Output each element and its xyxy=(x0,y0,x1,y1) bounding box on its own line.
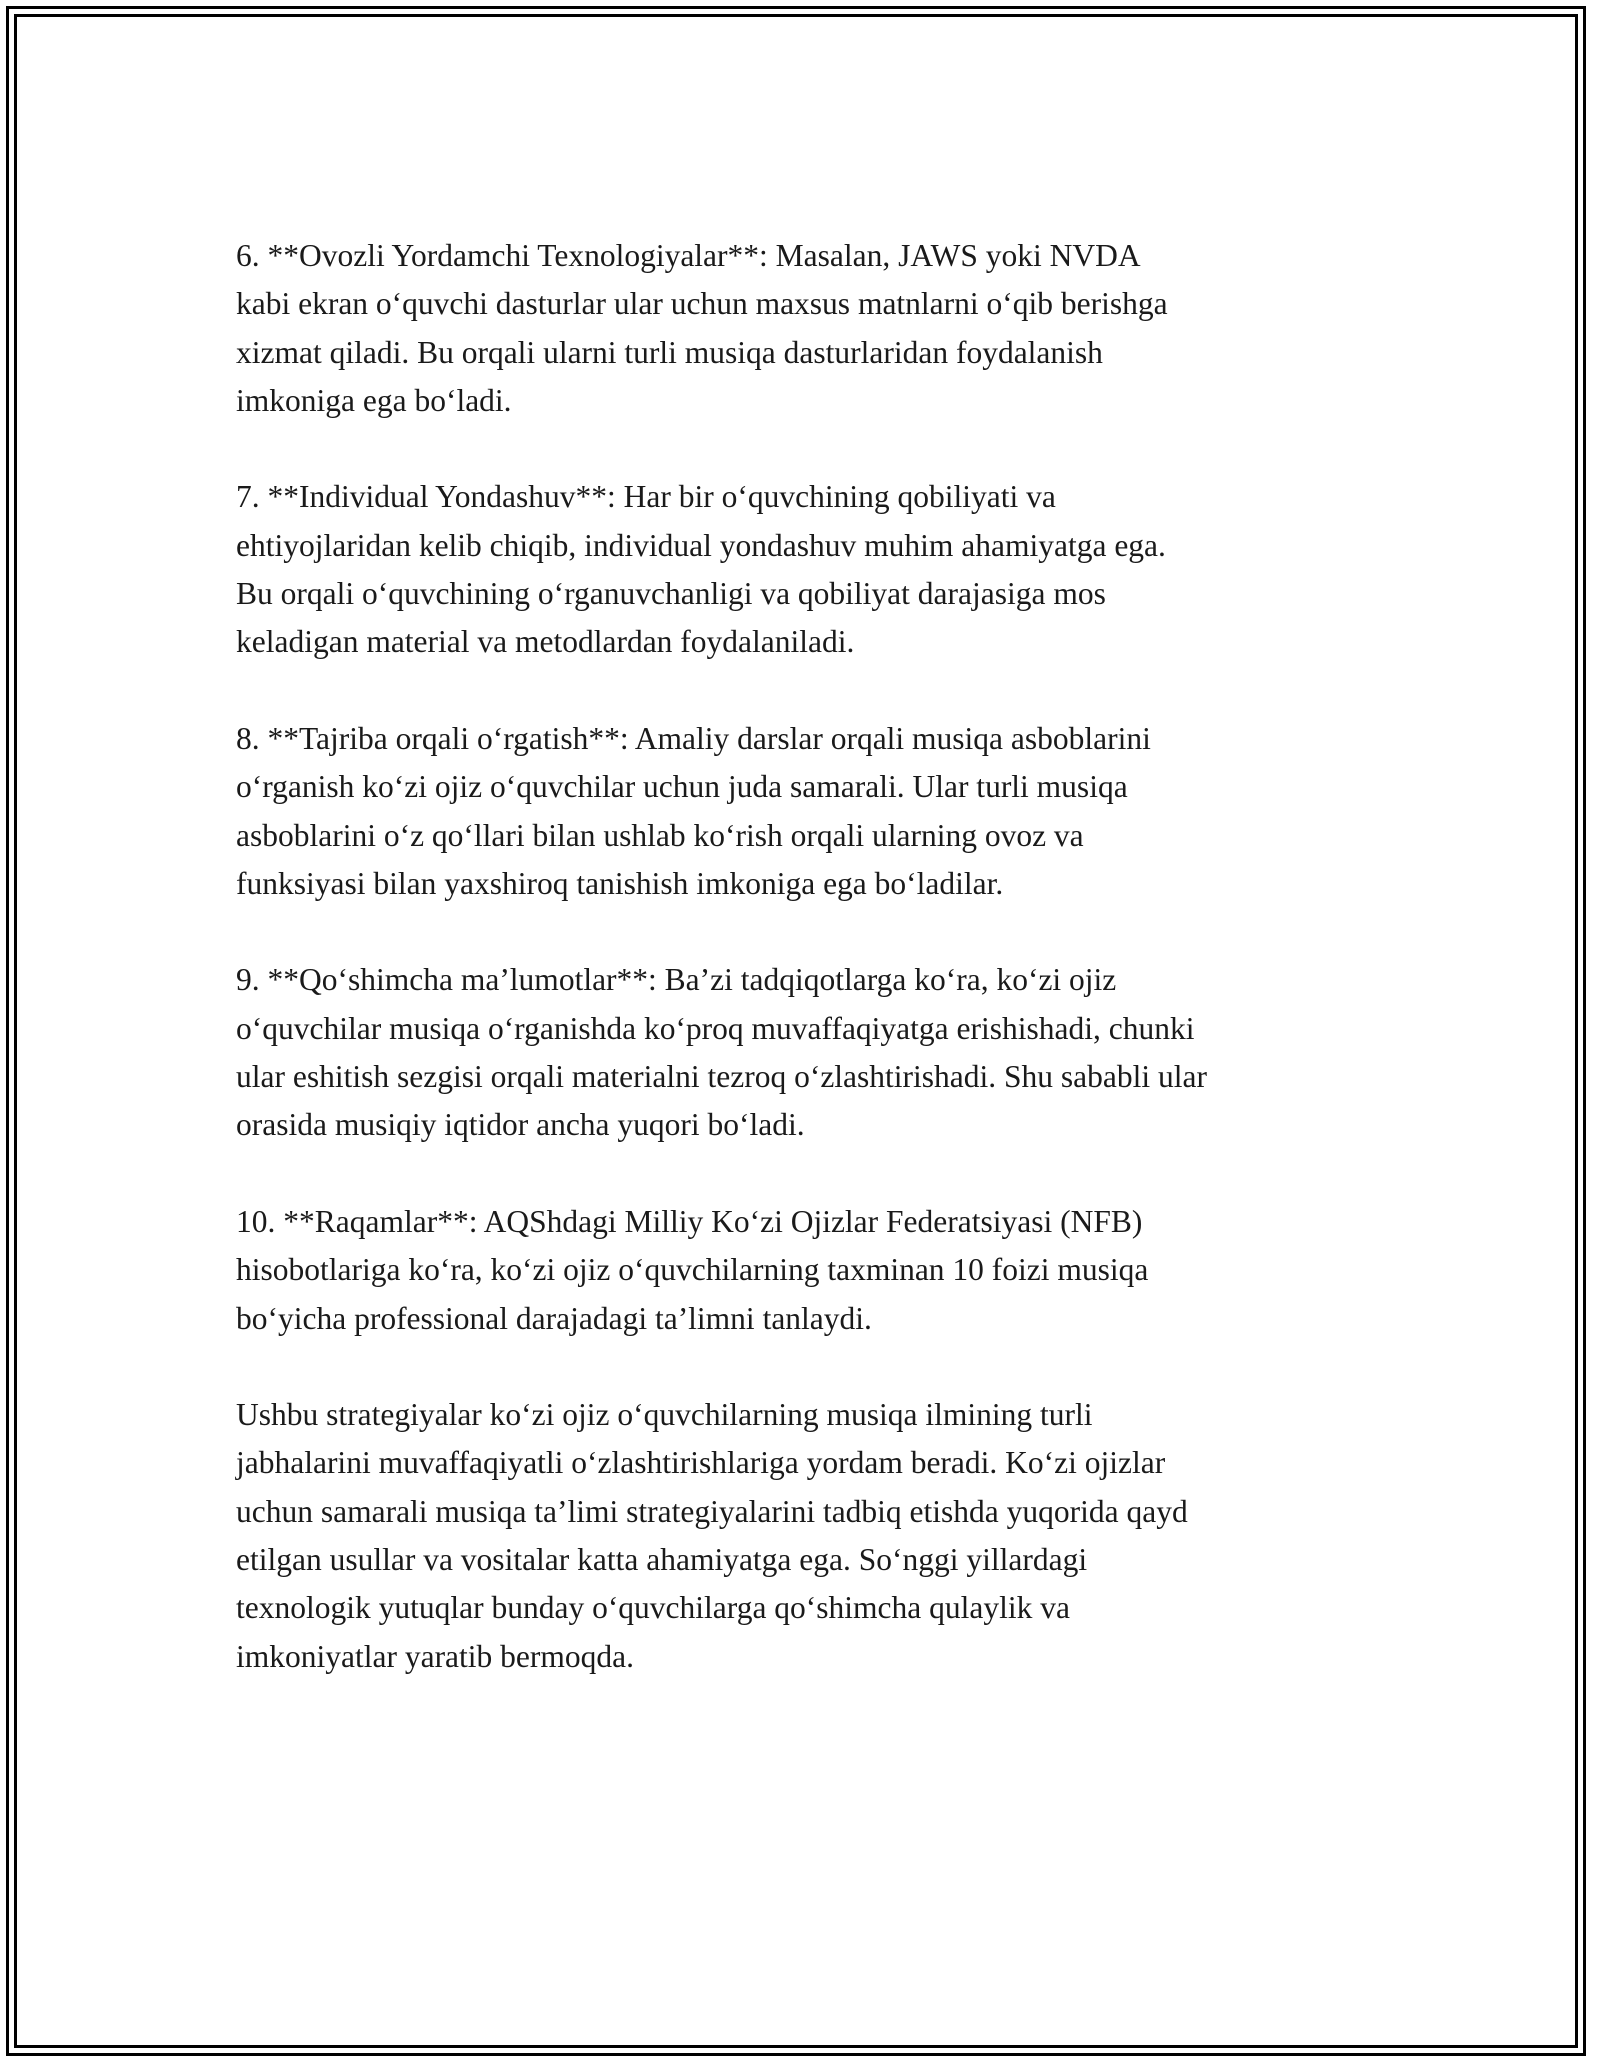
paragraph-item-8: 8. **Tajriba orqali o‘rgatish**: Amaliy darslar orqali musiqa asboblarini o‘rganish ko‘zi ojiz o‘quvchilar uchun juda samarali. Ular turli musiqa asboblarini o‘z qo‘llari bilan ushlab ko‘rish orqali ularning ovoz va funksiyasi bilan yaxshiroq tanishish imkoniga ega bo‘ladilar. xyxy=(236,720,1151,901)
paragraph-item-6: 6. **Ovozli Yordamchi Texnologiyalar**: Masalan, JAWS yoki NVDA kabi ekran o‘quvchi dasturlar ular uchun maxsus matnlarni o‘qib berishga xizmat qiladi. Bu orqali ularni turli musiqa dasturlaridan foydalanish imkoniga ega bo‘ladi. xyxy=(236,238,1168,418)
paragraph-item-10: 10. **Raqamlar**: AQShdagi Milliy Ko‘zi Ojizlar Federatsiyasi (NFB) hisobotlariga ko‘ra, ko‘zi ojiz o‘quvchilarning taxminan 10 foizi musiqa bo‘yicha professional darajadagi ta’limni tanlaydi. xyxy=(236,1203,1149,1336)
document-body xyxy=(236,232,1376,1681)
paragraph-item-7: 7. **Individual Yondashuv**: Har bir o‘quvchining qobiliyati va ehtiyojlaridan kelib chiqib, individual yondashuv muhim ahamiyatga ega. Bu orqali o‘quvchining o‘rganuvchanligi va qobiliyat darajasiga mos keladigan material va metodlardan foydalaniladi. xyxy=(236,479,1166,660)
paragraph-conclusion: Ushbu strategiyalar ko‘zi ojiz o‘quvchilarning musiqa ilmining turli jabhalarini muvaffaqiyatli o‘zlashtirishlariga yordam beradi. Ko‘zi ojizlar uchun samarali musiqa ta’limi strategiyalarini tadbiq etishda yuqorida qayd etilgan usullar va vositalar katta ahamiyatga ega. So‘nggi yillardagi texnologik yutuqlar bunday o‘quvchilarga qo‘shimcha qulaylik va imkoniyatlar yaratib bermoqda. xyxy=(236,1397,1188,1674)
paragraph-item-9: 9. **Qo‘shimcha ma’lumotlar**: Ba’zi tadqiqotlarga ko‘ra, ko‘zi ojiz o‘quvchilar musiqa o‘rganishda ko‘proq muvaffaqiyatga erishishadi, chunki ular eshitish sezgisi orqali materialni tezroq o‘zlashtirishadi. Shu sababli ular orasida musiqiy iqtidor ancha yuqori bo‘ladi. xyxy=(236,962,1207,1143)
